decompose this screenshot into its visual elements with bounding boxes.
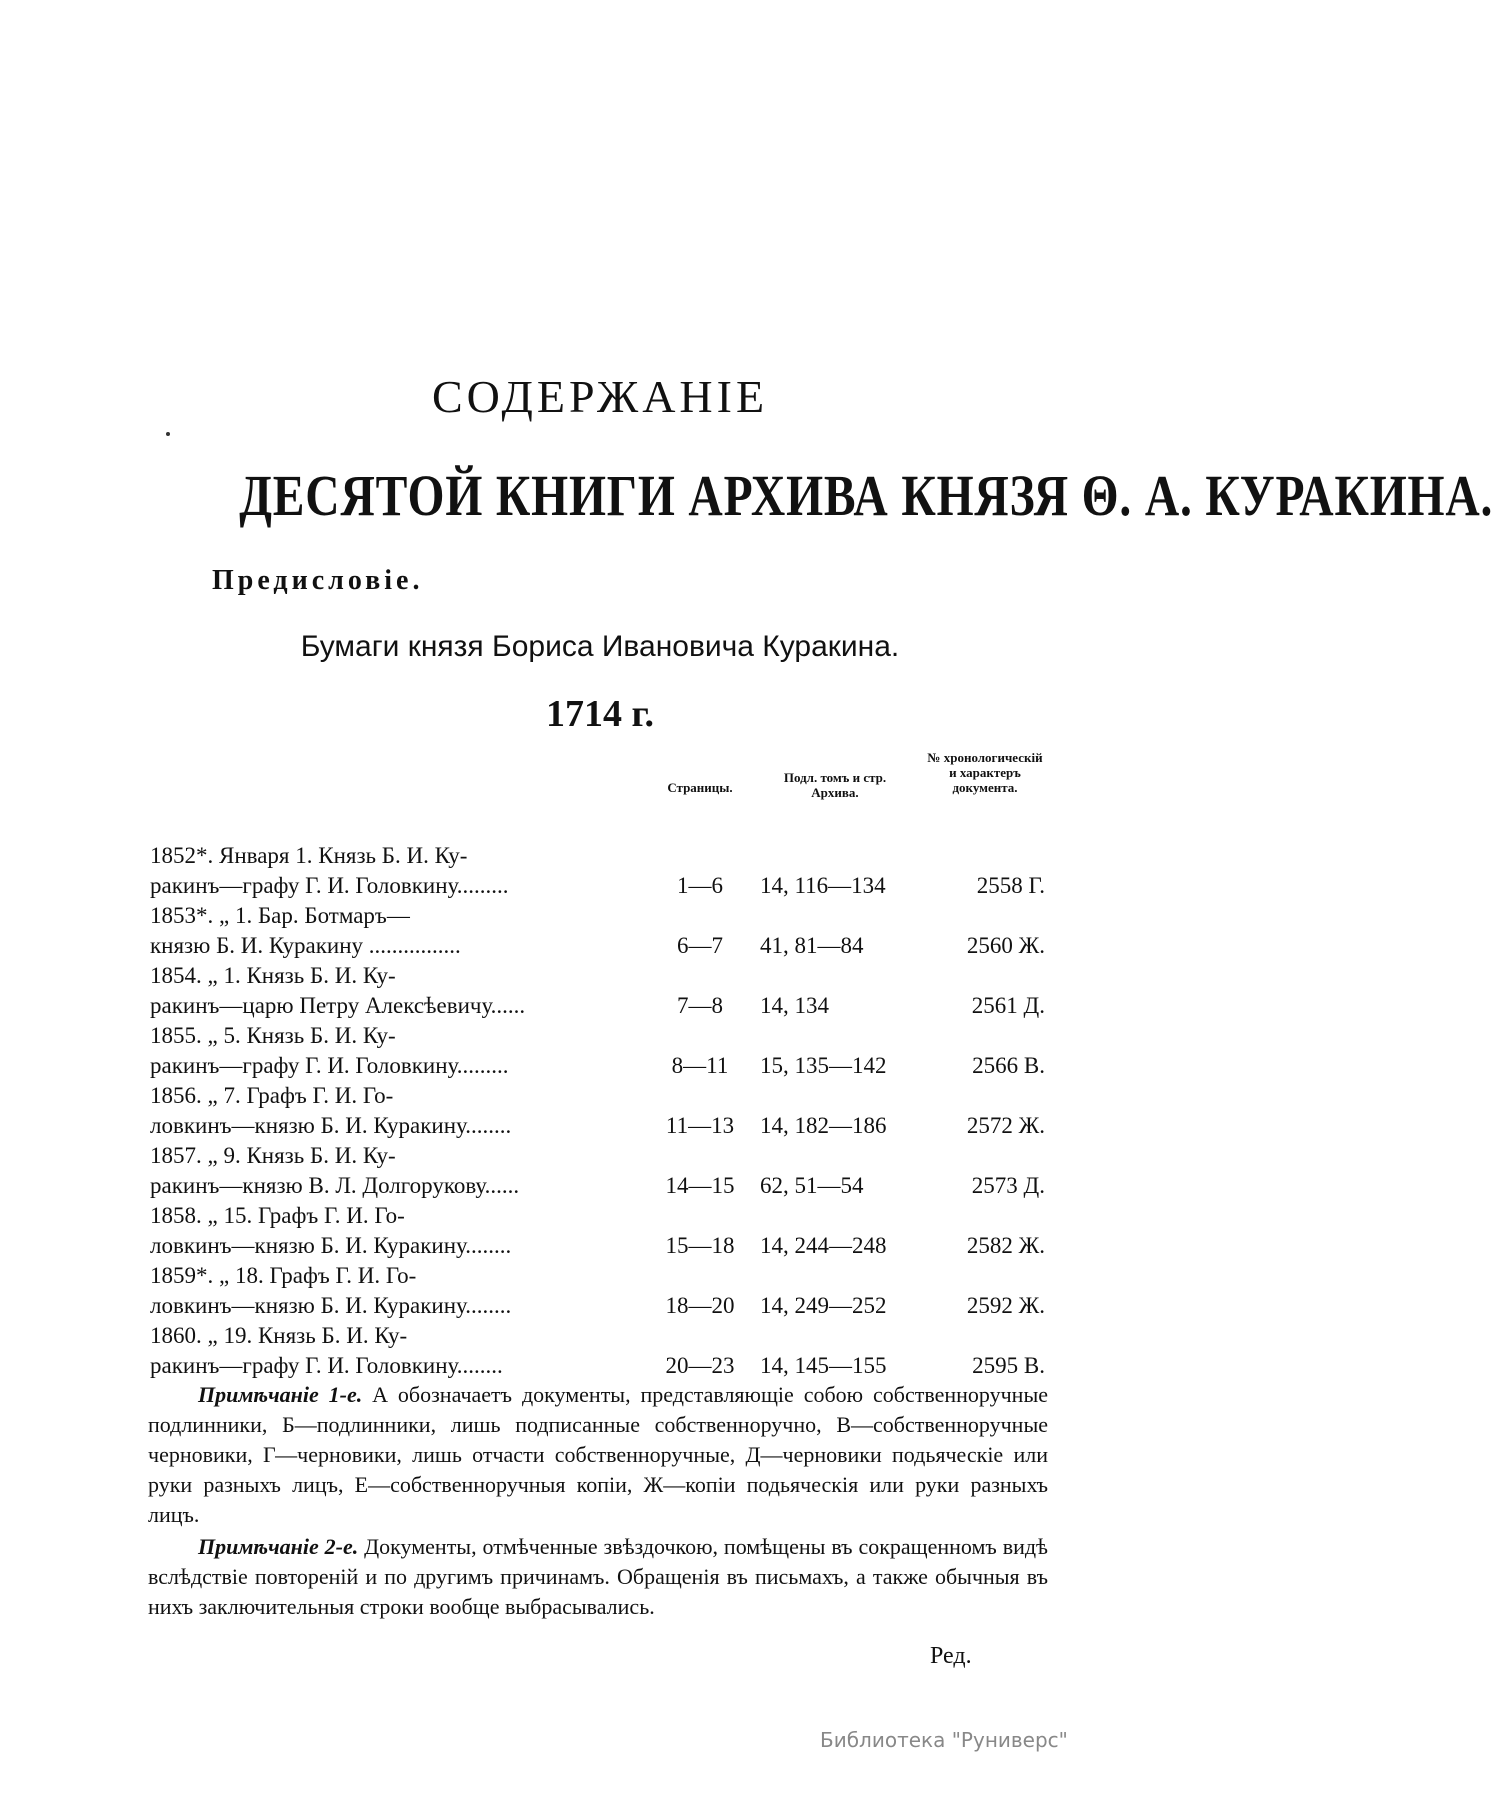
- book-subtitle: ДЕСЯТОЙ КНИГИ АРХИВА КНЯЗЯ Θ. А. КУРАКИНА.: [239, 463, 1493, 528]
- entry-doc-number: 2561 Д.: [971, 993, 1045, 1018]
- entry-recipient-line: ракинъ—графу Г. И. Головкину.........: [150, 873, 509, 898]
- entry-title-line: 1860. „ 19. Князь Б. И. Ку-: [150, 1323, 408, 1348]
- entry-pages: 18—20: [665, 1293, 735, 1318]
- entry-pages: 15—18: [665, 1233, 735, 1258]
- column-header-number: № хронологическій и характеръ документа.: [927, 750, 1043, 795]
- entry-volume: 14, 182—186: [760, 1113, 887, 1138]
- entry-volume: 14, 116—134: [760, 873, 886, 898]
- entry-recipient-line: ракинъ—графу Г. И. Головкину........: [150, 1353, 503, 1378]
- entry-volume: 15, 135—142: [760, 1053, 887, 1078]
- entry-doc-number: 2595 В.: [972, 1353, 1045, 1378]
- entry-recipient-line: ракинъ—царю Петру Алексѣевичу......: [150, 993, 526, 1018]
- entry-volume: 14, 249—252: [760, 1293, 887, 1318]
- entry-title-line: 1856. „ 7. Графъ Г. И. Го-: [150, 1083, 394, 1108]
- entry-volume: 14, 244—248: [760, 1233, 887, 1258]
- note-1-label: Примѣчаніе 1-е.: [198, 1382, 363, 1407]
- entry-pages: 20—23: [665, 1353, 735, 1378]
- entry-pages: 14—15: [665, 1173, 735, 1198]
- entry-volume: 62, 51—54: [760, 1173, 864, 1198]
- entry-doc-number: 2573 Д.: [971, 1173, 1045, 1198]
- entry-title-line: 1854. „ 1. Князь Б. И. Ку-: [150, 963, 396, 988]
- entry-doc-number: 2592 Ж.: [966, 1293, 1045, 1318]
- entry-recipient-line: ракинъ—графу Г. И. Головкину.........: [150, 1053, 509, 1078]
- page-title: СОДЕРЖАНIЕ: [431, 371, 769, 422]
- entry-title-line: 1852*. Января 1. Князь Б. И. Ку-: [150, 843, 468, 868]
- entry-volume: 14, 145—155: [760, 1353, 887, 1378]
- entry-volume: 41, 81—84: [760, 933, 864, 958]
- entry-recipient-line: ловкинъ—князю Б. И. Куракину........: [150, 1113, 512, 1138]
- entry-pages: 8—11: [671, 1053, 729, 1078]
- entry-recipient-line: князю Б. И. Куракину ................: [150, 933, 461, 958]
- entry-pages: 6—7: [677, 933, 723, 958]
- note-2-label: Примѣчаніе 2-е.: [198, 1534, 359, 1559]
- preface-heading: Предисловіе.: [212, 565, 424, 596]
- note-2: [148, 1532, 1048, 1622]
- editor-signature: Ред.: [930, 1643, 972, 1669]
- year-heading: 1714 г.: [546, 693, 654, 735]
- notes-block: [148, 1380, 1048, 1624]
- entry-title-line: 1855. „ 5. Князь Б. И. Ку-: [150, 1023, 396, 1048]
- ink-speck: [166, 432, 170, 436]
- entry-pages: 11—13: [665, 1113, 735, 1138]
- section-heading: Бумаги князя Бориса Ивановича Куракина.: [300, 630, 900, 663]
- entry-doc-number: 2572 Ж.: [966, 1113, 1045, 1138]
- entry-doc-number: 2560 Ж.: [966, 933, 1045, 958]
- entry-recipient-line: ловкинъ—князю Б. И. Куракину........: [150, 1233, 512, 1258]
- entry-recipient-line: ловкинъ—князю Б. И. Куракину........: [150, 1293, 512, 1318]
- entry-doc-number: 2558 Г.: [976, 873, 1045, 898]
- library-watermark: Библиотека "Руниверс": [820, 1728, 1068, 1752]
- column-header-volume: Подл. томъ и стр. Архива.: [783, 770, 887, 800]
- note-1: [148, 1380, 1048, 1530]
- column-header-pages: Страницы.: [667, 780, 733, 795]
- entry-pages: 1—6: [677, 873, 723, 898]
- entry-title-line: 1858. „ 15. Графъ Г. И. Го-: [150, 1203, 405, 1228]
- entry-doc-number: 2582 Ж.: [966, 1233, 1045, 1258]
- note-2-text: Документы, отмѣченные звѣздочкою, помѣщены въ сокращенномъ видѣ вслѣдствіе повтореній и по другимъ причинамъ. Обращенія въ письмахъ, а также обычныя въ нихъ заключительныя строки вообще выбрасывались.: [148, 1534, 1048, 1619]
- note-1-text: А обозначаетъ документы, представляющіе собою собственноручные подлинники, Б—подлинники, лишь подписанные собственноручно, В—собственноручные черновики, Г—черновики, лишь отчасти собственноручные, Д—черновики подьяческіе или руки разныхъ лицъ, Е—собственноручныя копіи, Ж—копіи подьяческія или руки разныхъ лицъ.: [148, 1382, 1048, 1527]
- entry-title-line: 1857. „ 9. Князь Б. И. Ку-: [150, 1143, 396, 1168]
- entry-pages: 7—8: [677, 993, 723, 1018]
- entry-title-line: 1859*. „ 18. Графъ Г. И. Го-: [150, 1263, 417, 1288]
- entry-recipient-line: ракинъ—князю В. Л. Долгорукову......: [150, 1173, 520, 1198]
- entry-title-line: 1853*. „ 1. Бар. Ботмаръ—: [150, 903, 410, 928]
- entry-volume: 14, 134: [760, 993, 829, 1018]
- entry-doc-number: 2566 В.: [972, 1053, 1045, 1078]
